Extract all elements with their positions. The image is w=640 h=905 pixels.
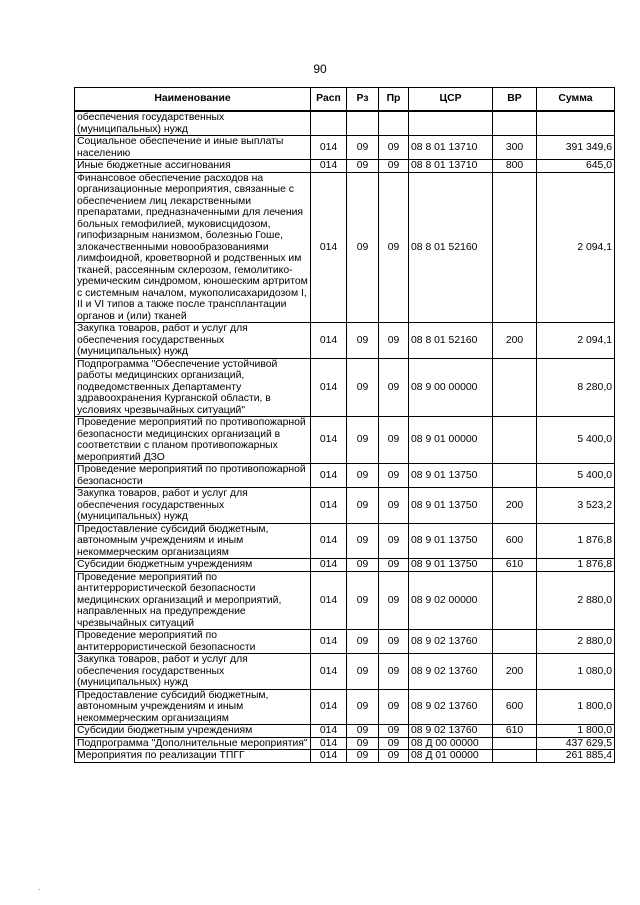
cell-csr: 08 9 02 13760 [409, 725, 493, 738]
cell-sum: 1 800,0 [537, 689, 615, 725]
cell-pr: 09 [379, 488, 409, 524]
cell-pr: 09 [379, 172, 409, 323]
cell-vr [493, 630, 537, 654]
header-csr: ЦСР [409, 88, 493, 112]
cell-vr: 800 [493, 160, 537, 173]
cell-name: Проведение мероприятий по антитеррористической безопасности медицинских организаций и мероприятий, направленных на предупреждение чрезвычайных ситуаций [75, 571, 311, 630]
cell-pr [379, 111, 409, 136]
cell-pr: 09 [379, 323, 409, 359]
cell-csr: 08 9 02 13760 [409, 630, 493, 654]
cell-csr: 08 9 01 13750 [409, 523, 493, 559]
cell-csr: 08 8 01 52160 [409, 323, 493, 359]
cell-sum: 437 629,5 [537, 737, 615, 750]
cell-name: Предоставление субсидий бюджетным, автономным учреждениям и иным некоммерческим организациям [75, 689, 311, 725]
cell-pr: 09 [379, 136, 409, 160]
cell-name: Закупка товаров, работ и услуг для обеспечения государственных (муниципальных) нужд [75, 323, 311, 359]
cell-pr: 09 [379, 523, 409, 559]
cell-sum: 8 280,0 [537, 358, 615, 417]
cell-rz [347, 111, 379, 136]
budget-table [74, 87, 615, 763]
cell-rasp: 014 [311, 559, 347, 572]
table-row [75, 750, 615, 763]
table-row [75, 464, 615, 488]
table-row [75, 172, 615, 323]
table-body [75, 111, 615, 762]
cell-name: Субсидии бюджетным учреждениям [75, 559, 311, 572]
cell-vr: 600 [493, 523, 537, 559]
cell-pr: 09 [379, 750, 409, 763]
cell-name: Закупка товаров, работ и услуг для обеспечения государственных (муниципальных) нужд [75, 488, 311, 524]
cell-name: Подпрограмма "Дополнительные мероприятия" [75, 737, 311, 750]
cell-sum: 1 876,8 [537, 523, 615, 559]
cell-csr [409, 111, 493, 136]
cell-pr: 09 [379, 630, 409, 654]
cell-vr [493, 464, 537, 488]
cell-vr [493, 172, 537, 323]
cell-rz: 09 [347, 737, 379, 750]
table-row [75, 358, 615, 417]
cell-vr [493, 571, 537, 630]
table-row [75, 136, 615, 160]
cell-rasp: 014 [311, 488, 347, 524]
cell-rasp: 014 [311, 464, 347, 488]
cell-rz: 09 [347, 689, 379, 725]
table-row [75, 559, 615, 572]
cell-csr: 08 9 01 13750 [409, 464, 493, 488]
table-row [75, 488, 615, 524]
cell-csr: 08 9 01 13750 [409, 488, 493, 524]
cell-pr: 09 [379, 725, 409, 738]
cell-rasp: 014 [311, 689, 347, 725]
cell-rasp: 014 [311, 136, 347, 160]
cell-rz: 09 [347, 323, 379, 359]
table-row [75, 160, 615, 173]
cell-rz: 09 [347, 654, 379, 690]
cell-rz: 09 [347, 488, 379, 524]
cell-sum: 2 094,1 [537, 323, 615, 359]
cell-vr [493, 358, 537, 417]
cell-rasp: 014 [311, 523, 347, 559]
cell-rz: 09 [347, 136, 379, 160]
cell-sum: 2 880,0 [537, 571, 615, 630]
cell-vr: 600 [493, 689, 537, 725]
cell-sum: 391 349,6 [537, 136, 615, 160]
table-header-row [75, 88, 615, 112]
cell-vr [493, 417, 537, 464]
cell-pr: 09 [379, 737, 409, 750]
page-number: 90 [313, 62, 327, 76]
header-vr: ВР [493, 88, 537, 112]
cell-csr: 08 8 01 13710 [409, 136, 493, 160]
cell-rasp [311, 111, 347, 136]
cell-name: Проведение мероприятий по антитеррористической безопасности [75, 630, 311, 654]
cell-rasp: 014 [311, 654, 347, 690]
cell-sum: 5 400,0 [537, 417, 615, 464]
cell-name: Проведение мероприятий по противопожарной безопасности медицинских организаций в соответствии с планом противопожарных мероприятий ДЗО [75, 417, 311, 464]
cell-vr [493, 111, 537, 136]
cell-rasp: 014 [311, 737, 347, 750]
cell-name: обеспечения государственных (муниципальных) нужд [75, 111, 311, 136]
cell-rz: 09 [347, 523, 379, 559]
cell-rasp: 014 [311, 172, 347, 323]
cell-vr [493, 750, 537, 763]
cell-pr: 09 [379, 417, 409, 464]
cell-rasp: 014 [311, 571, 347, 630]
cell-pr: 09 [379, 559, 409, 572]
cell-rz: 09 [347, 358, 379, 417]
cell-csr: 08 9 01 00000 [409, 417, 493, 464]
cell-sum [537, 111, 615, 136]
header-name: Наименование [75, 88, 311, 112]
cell-name: Финансовое обеспечение расходов на организационные мероприятия, связанные с обеспечением лиц лекарственными препаратами, предназначенными для лечения больных гемофилией, муковисцидозом, гипофизарным нанизмом, болезнью Гоше, злокачественными новообразованиями лимфоидной, кроветворной и родственных им тканей, рассеянным склерозом, гемолитико-уремическим синдромом, юношеским артритом с системным началом, мукополисахаридозом I, II и VI типов а также после трансплантации органов и (или) тканей [75, 172, 311, 323]
cell-rz: 09 [347, 750, 379, 763]
cell-vr [493, 737, 537, 750]
scan-speck: · [38, 885, 41, 894]
cell-rz: 09 [347, 559, 379, 572]
cell-sum: 645,0 [537, 160, 615, 173]
cell-vr: 200 [493, 654, 537, 690]
cell-name: Предоставление субсидий бюджетным, автономным учреждениям и иным некоммерческим организациям [75, 523, 311, 559]
cell-rasp: 014 [311, 358, 347, 417]
table-row [75, 725, 615, 738]
cell-rasp: 014 [311, 323, 347, 359]
cell-pr: 09 [379, 689, 409, 725]
cell-vr: 300 [493, 136, 537, 160]
cell-vr: 200 [493, 323, 537, 359]
header-pr: Пр [379, 88, 409, 112]
cell-csr: 08 Д 00 00000 [409, 737, 493, 750]
cell-name: Социальное обеспечение и иные выплаты населению [75, 136, 311, 160]
cell-rz: 09 [347, 571, 379, 630]
cell-pr: 09 [379, 654, 409, 690]
header-rz: Рз [347, 88, 379, 112]
table-row [75, 323, 615, 359]
cell-csr: 08 8 01 52160 [409, 172, 493, 323]
cell-rasp: 014 [311, 160, 347, 173]
cell-name: Закупка товаров, работ и услуг для обеспечения государственных (муниципальных) нужд [75, 654, 311, 690]
table-row [75, 654, 615, 690]
table-row [75, 571, 615, 630]
cell-vr: 610 [493, 559, 537, 572]
header-sum: Сумма [537, 88, 615, 112]
cell-name: Иные бюджетные ассигнования [75, 160, 311, 173]
cell-name: Мероприятия по реализации ТПГГ [75, 750, 311, 763]
cell-csr: 08 8 01 13710 [409, 160, 493, 173]
cell-pr: 09 [379, 358, 409, 417]
table-row [75, 523, 615, 559]
cell-rz: 09 [347, 417, 379, 464]
cell-rz: 09 [347, 464, 379, 488]
cell-name: Проведение мероприятий по противопожарной безопасности [75, 464, 311, 488]
cell-name: Подпрограмма "Обеспечение устойчивой работы медицинских организаций, подведомственных Департаменту здравоохранения Курганской области, в условиях чрезвычайных ситуаций" [75, 358, 311, 417]
cell-csr: 08 9 02 00000 [409, 571, 493, 630]
cell-rz: 09 [347, 725, 379, 738]
cell-sum: 5 400,0 [537, 464, 615, 488]
cell-pr: 09 [379, 160, 409, 173]
cell-rasp: 014 [311, 630, 347, 654]
cell-rasp: 014 [311, 725, 347, 738]
cell-pr: 09 [379, 571, 409, 630]
cell-rasp: 014 [311, 750, 347, 763]
cell-rz: 09 [347, 172, 379, 323]
cell-rasp: 014 [311, 417, 347, 464]
cell-csr: 08 Д 01 00000 [409, 750, 493, 763]
header-rasp: Расп [311, 88, 347, 112]
cell-vr: 610 [493, 725, 537, 738]
table-row [75, 630, 615, 654]
cell-csr: 08 9 02 13760 [409, 689, 493, 725]
table-row [75, 111, 615, 136]
table-row [75, 689, 615, 725]
cell-sum: 2 094,1 [537, 172, 615, 323]
cell-sum: 2 880,0 [537, 630, 615, 654]
cell-csr: 08 9 00 00000 [409, 358, 493, 417]
cell-rz: 09 [347, 160, 379, 173]
cell-sum: 1 876,8 [537, 559, 615, 572]
cell-csr: 08 9 01 13750 [409, 559, 493, 572]
cell-csr: 08 9 02 13760 [409, 654, 493, 690]
cell-rz: 09 [347, 630, 379, 654]
cell-sum: 1 080,0 [537, 654, 615, 690]
cell-vr: 200 [493, 488, 537, 524]
cell-pr: 09 [379, 464, 409, 488]
cell-name: Субсидии бюджетным учреждениям [75, 725, 311, 738]
cell-sum: 1 800,0 [537, 725, 615, 738]
table-row [75, 417, 615, 464]
cell-sum: 3 523,2 [537, 488, 615, 524]
cell-sum: 261 885,4 [537, 750, 615, 763]
table-row [75, 737, 615, 750]
